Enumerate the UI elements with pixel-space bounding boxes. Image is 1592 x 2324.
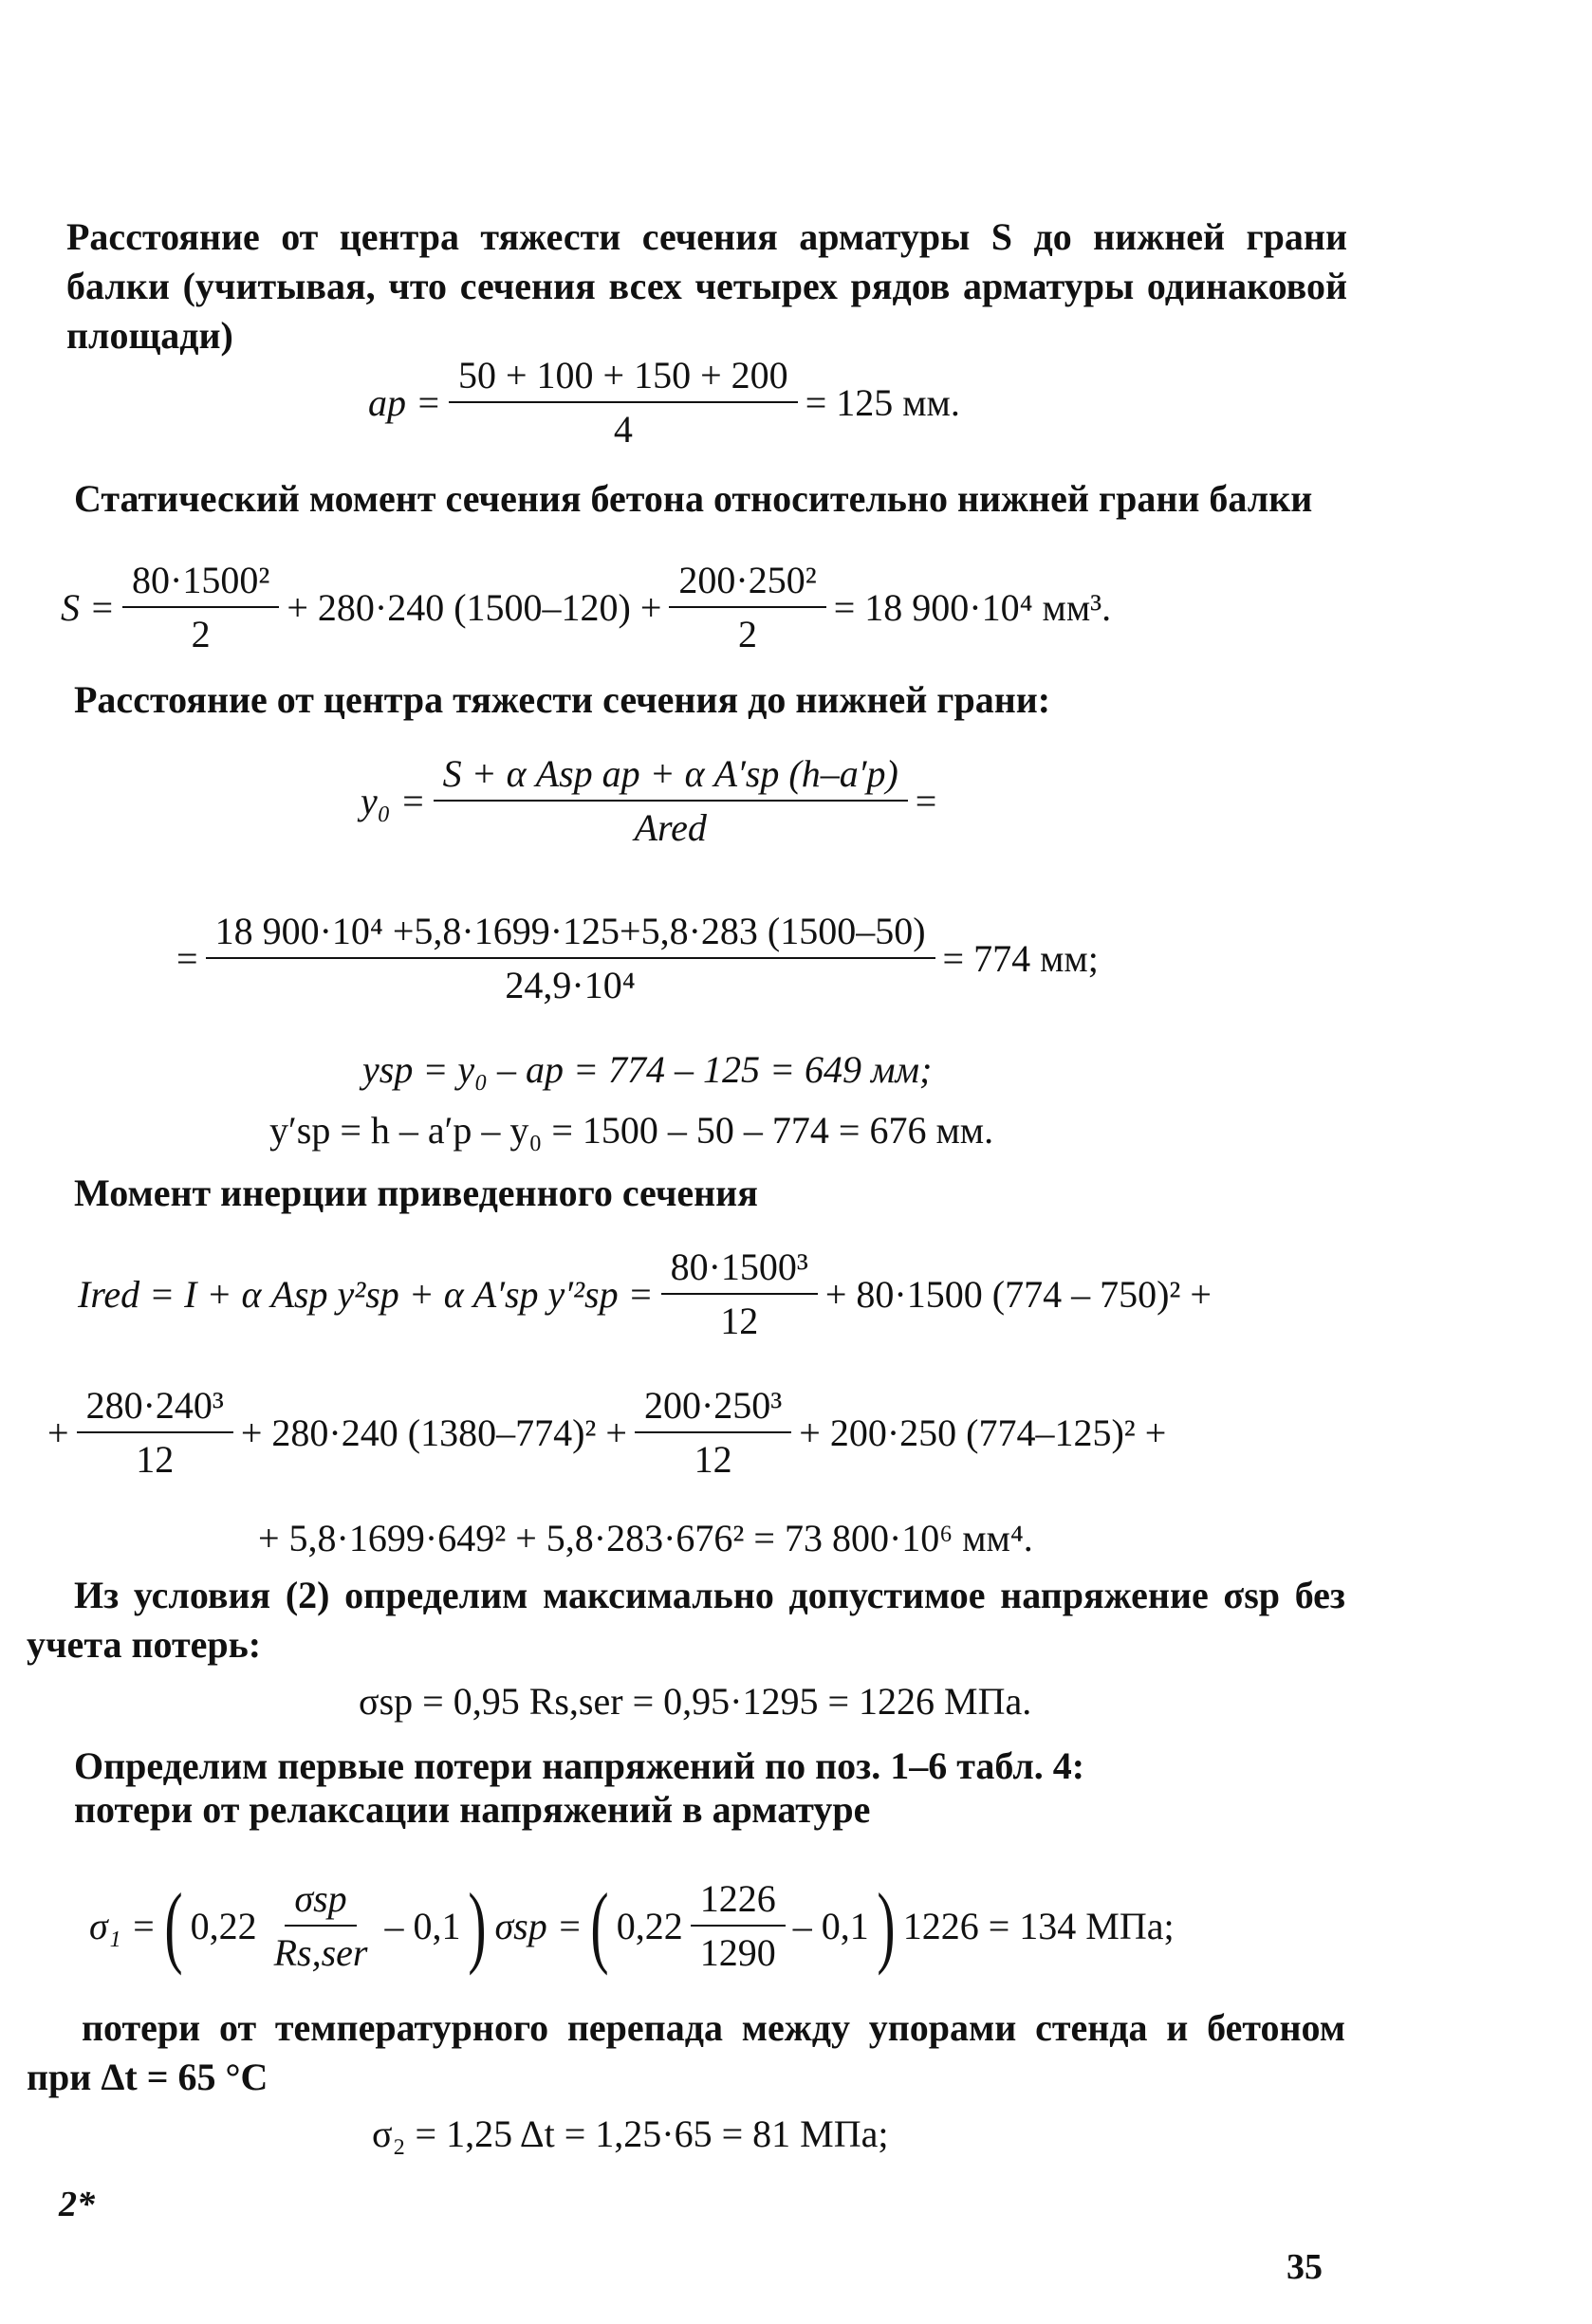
formula-sigma-1 xyxy=(89,1876,1175,1975)
formula-ysp-text: ysp = y₀ – ap = 774 – 125 = 649 мм; xyxy=(362,1048,933,1091)
formula-y0-numeric xyxy=(176,909,1099,1007)
formula-ired2-fraction-2-numerator: 200·250³ xyxy=(635,1383,791,1433)
formula-ired2-fraction-1-numerator: 280·240³ xyxy=(77,1383,233,1433)
formula-s1-fraction-1 xyxy=(265,1876,378,1975)
formula-ired-lhs: Ired = I + α Asp y²sp + α A′sp y′²sp = xyxy=(78,1272,654,1316)
paragraph-moment-of-inertia: Момент инерции приведенного сечения xyxy=(74,1171,758,1214)
formula-ired-fraction-1-denominator: 12 xyxy=(720,1300,759,1342)
formula-s-rhs: = 18 900·10⁴ мм³. xyxy=(833,585,1112,629)
right-paren-icon: ) xyxy=(468,1874,488,1976)
formula-s1-fraction-2 xyxy=(691,1876,786,1975)
left-paren-icon: ( xyxy=(164,1874,183,1976)
formula-s1-rhs: 1226 = 134 МПа; xyxy=(902,1904,1175,1947)
formula-ap-lhs: ap = xyxy=(368,380,441,424)
paragraph-relaxation-losses: потери от релаксации напряжений в арматуре xyxy=(74,1788,871,1831)
formula-ired2-fraction-2 xyxy=(635,1383,791,1482)
paragraph-distance-reinforcement: Расстояние от центра тяжести сечения арматуры S до нижней грани балки (учитывая, что сечения всех четырех рядов арматуры одинаковой площади) xyxy=(66,215,1347,357)
signature-mark: 2* xyxy=(59,2185,95,2224)
formula-y0-lhs: y₀ = xyxy=(361,779,426,822)
formula-ysp xyxy=(362,1047,932,1092)
formula-ired2-plus: + xyxy=(47,1411,69,1454)
formula-ired2-middle: + 280·240 (1380–774)² + xyxy=(240,1411,627,1454)
formula-s1-lhs: σ₁ = xyxy=(89,1904,157,1947)
formula-s1-d: – 0,1 xyxy=(792,1904,869,1947)
page-number: 35 xyxy=(1287,2247,1323,2287)
formula-ap-denominator: 4 xyxy=(613,408,633,451)
formula-s1-b: – 0,1 xyxy=(384,1904,461,1947)
formula-s-fraction-1-denominator: 2 xyxy=(191,613,211,655)
formula-sigma-2-text: σ₂ = 1,25 Δt = 1,25·65 = 81 МПа; xyxy=(372,2112,889,2155)
formula-ired-fraction-1 xyxy=(661,1245,818,1343)
formula-ired-fraction-1-numerator: 80·1500³ xyxy=(661,1245,818,1295)
formula-y0 xyxy=(361,751,936,850)
formula-s-middle: + 280·240 (1500–120) + xyxy=(287,585,662,629)
formula-ired-result xyxy=(258,1516,1033,1560)
formula-y0b-lhs: = xyxy=(176,936,198,980)
formula-y0b-rhs: = 774 мм; xyxy=(942,936,1099,980)
formula-ired-continued xyxy=(47,1383,1166,1482)
formula-s-fraction-2 xyxy=(669,558,825,656)
formula-ired2-fraction-1 xyxy=(77,1383,233,1482)
formula-s1-fraction-1-numerator: σsp xyxy=(285,1876,356,1927)
formula-ap xyxy=(368,353,960,452)
formula-y0b-fraction xyxy=(206,909,935,1007)
formula-ysp-prime xyxy=(269,1108,993,1153)
formula-y0-denominator: Ared xyxy=(634,806,707,849)
formula-y0-numerator: S + α Asp ap + α A′sp (h–a′p) xyxy=(434,751,908,802)
formula-s1-fraction-2-numerator: 1226 xyxy=(691,1876,786,1927)
formula-static-moment xyxy=(61,558,1111,656)
formula-s-fraction-1-numerator: 80·1500² xyxy=(122,558,279,608)
formula-ired xyxy=(78,1245,1212,1343)
formula-s1-fraction-1-denominator: Rs,ser xyxy=(273,1931,368,1974)
formula-sigma-sp-text: σsp = 0,95 Rs,ser = 0,95·1295 = 1226 МПа. xyxy=(359,1680,1032,1723)
formula-s1-c: 0,22 xyxy=(616,1904,683,1947)
formula-s-lhs: S = xyxy=(61,585,115,629)
formula-s-fraction-1 xyxy=(122,558,279,656)
formula-y0-fraction xyxy=(434,751,908,850)
formula-ap-numerator: 50 + 100 + 150 + 200 xyxy=(449,353,798,403)
formula-s1-a: 0,22 xyxy=(190,1904,257,1947)
formula-ired-rhs: + 80·1500 (774 – 750)² + xyxy=(824,1272,1212,1316)
formula-y0b-numerator: 18 900·10⁴ +5,8·1699·125+5,8·283 (1500–50) xyxy=(206,909,935,959)
formula-ysp-prime-text: y′sp = h – a′p – y₀ = 1500 – 50 – 774 = 676 мм. xyxy=(269,1109,994,1152)
formula-s-fraction-2-numerator: 200·250² xyxy=(669,558,825,608)
formula-y0b-denominator: 24,9·10⁴ xyxy=(505,964,636,1006)
formula-sigma-2 xyxy=(372,2112,888,2156)
formula-ap-fraction xyxy=(449,353,798,452)
formula-sigma-sp xyxy=(359,1679,1031,1724)
right-paren-icon: ) xyxy=(877,1874,896,1976)
formula-s1-middle: σsp = xyxy=(494,1904,583,1947)
formula-ired2-rhs: + 200·250 (774–125)² + xyxy=(799,1411,1167,1454)
paragraph-condition-2: Из условия (2) определим максимально допустимое напряжение σsp без учета потерь: xyxy=(27,1574,1345,1666)
paragraph-static-moment: Статический момент сечения бетона относительно нижней грани балки xyxy=(74,477,1313,520)
formula-s1-fraction-2-denominator: 1290 xyxy=(699,1931,776,1974)
formula-ired2-fraction-1-denominator: 12 xyxy=(136,1438,175,1481)
paragraph-distance-centroid: Расстояние от центра тяжести сечения до нижней грани: xyxy=(74,678,1051,721)
formula-s-fraction-2-denominator: 2 xyxy=(738,613,758,655)
formula-ired-result-text: + 5,8·1699·649² + 5,8·283·676² = 73 800·10⁶ мм⁴. xyxy=(258,1517,1033,1559)
paragraph-first-losses: Определим первые потери напряжений по поз. 1–6 табл. 4: xyxy=(74,1744,1085,1787)
formula-ap-rhs: = 125 мм. xyxy=(805,380,960,424)
paragraph-temperature-losses: потери от температурного перепада между упорами стенда и бетоном при Δt = 65 °C xyxy=(27,2006,1345,2098)
formula-y0-rhs: = xyxy=(915,779,937,822)
formula-ired2-fraction-2-denominator: 12 xyxy=(694,1438,732,1481)
left-paren-icon: ( xyxy=(590,1874,609,1976)
